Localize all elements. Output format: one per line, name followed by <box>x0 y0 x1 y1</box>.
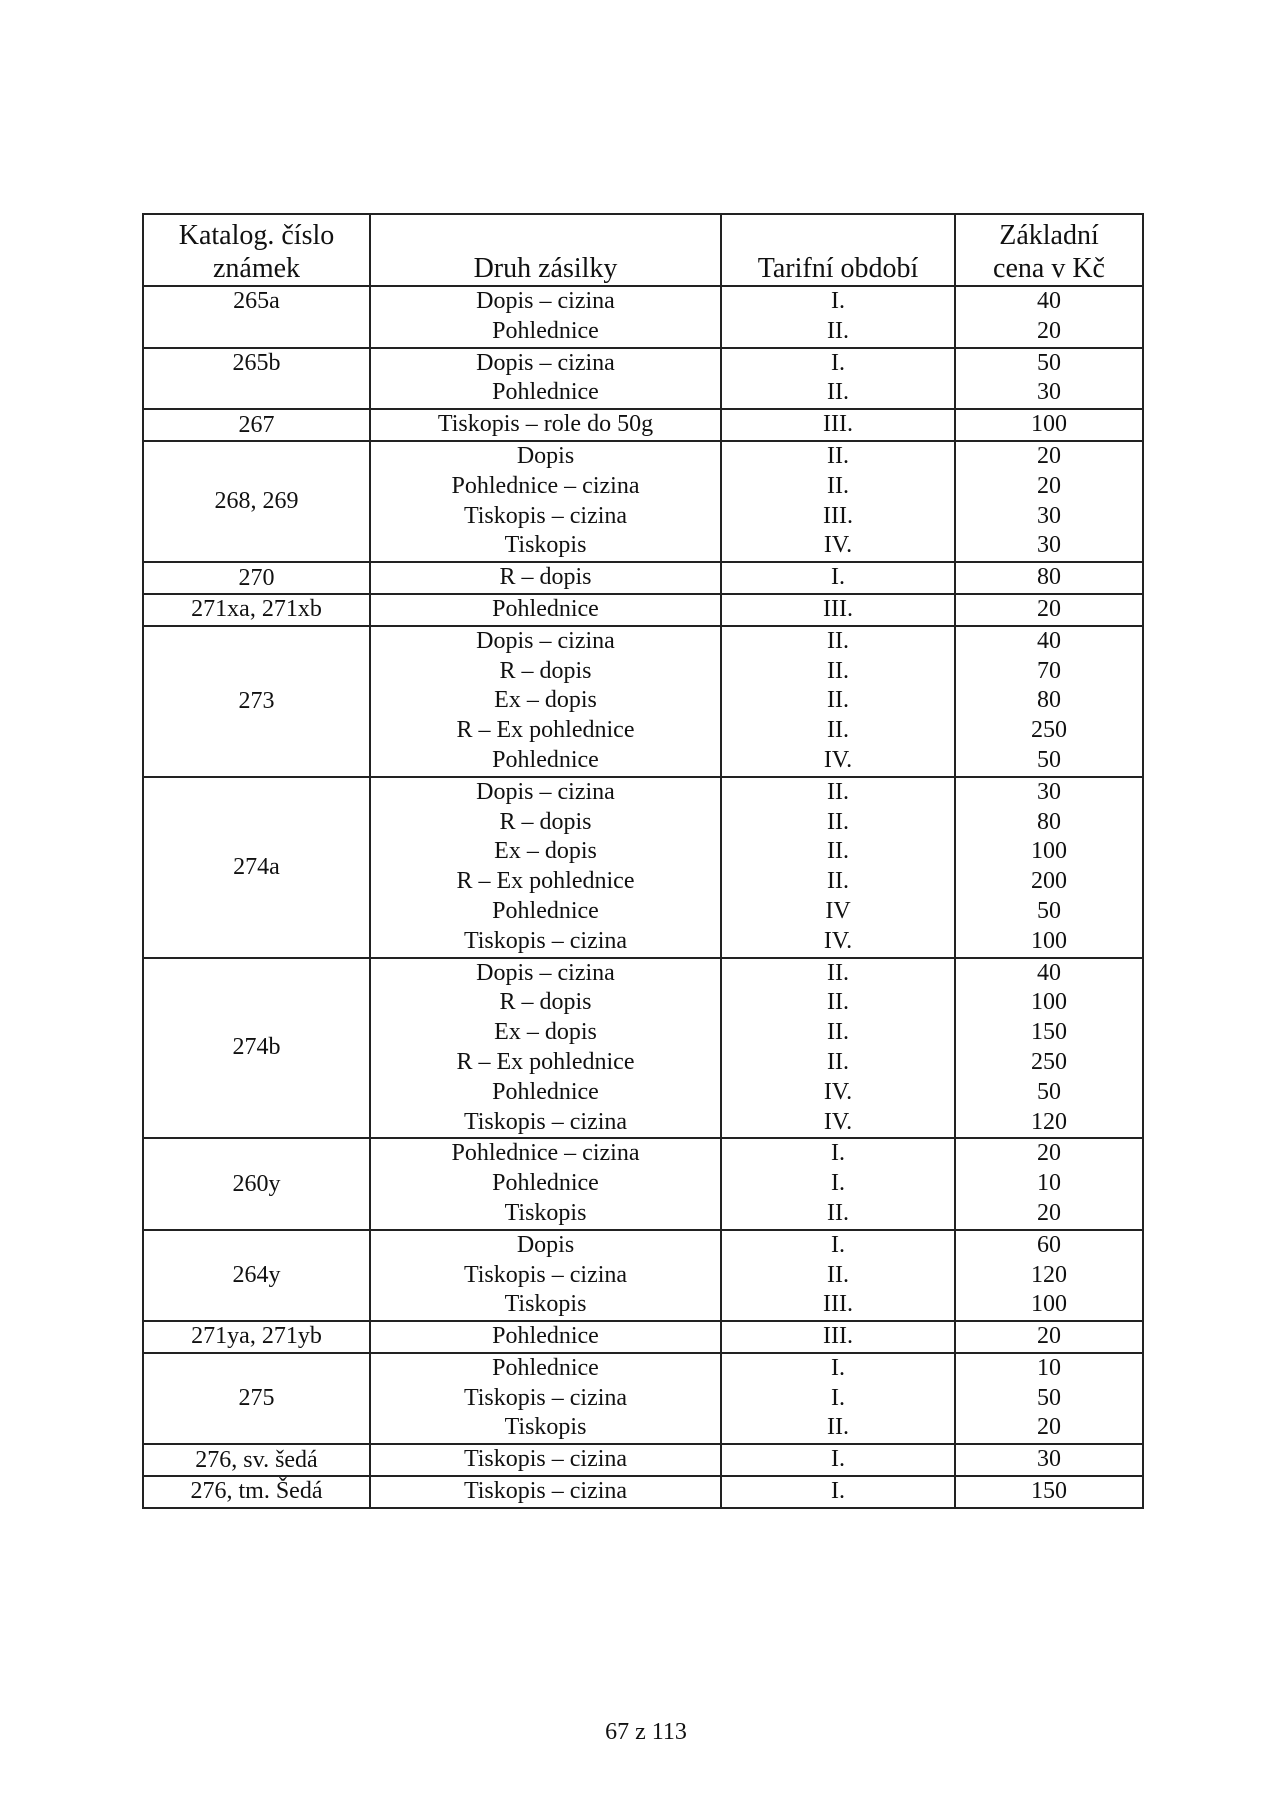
shipment-type-value: Dopis – cizina <box>476 778 615 805</box>
shipment-type-value: Tiskopis <box>504 1414 587 1441</box>
tariff-period-value: II. <box>827 778 849 805</box>
base-price-value: 20 <box>1037 1199 1061 1226</box>
tariff-period-value: III. <box>823 1323 853 1350</box>
tariff-period-value: II. <box>827 717 849 744</box>
shipment-type-value: Pohlednice <box>492 897 599 924</box>
tariff-period-value: II. <box>827 627 849 654</box>
tariff-period-value: II. <box>827 657 849 684</box>
tariff-period-value: I. <box>831 288 845 314</box>
header-shipment-line: Druh zásilky <box>473 253 618 284</box>
catalog-number-cell: 265a <box>143 286 370 348</box>
catalog-number-cell: 273 <box>143 626 370 777</box>
base-price-value: 80 <box>1037 564 1061 591</box>
shipment-type-value: R – Ex pohlednice <box>456 1048 635 1075</box>
base-price-value: 150 <box>1031 1019 1067 1046</box>
shipment-type-cell <box>370 594 721 626</box>
catalog-number-cell: 274a <box>143 777 370 958</box>
base-price-cell <box>955 286 1143 348</box>
base-price-cell <box>955 1353 1143 1444</box>
shipment-type-value: Tiskopis – role do 50g <box>437 411 654 438</box>
tariff-period-value: II. <box>827 1019 849 1046</box>
base-price-value: 20 <box>1037 472 1061 499</box>
shipment-type-value: Pohlednice <box>492 746 599 773</box>
tariff-period-value: II. <box>827 317 849 344</box>
shipment-type-value: Pohlednice – cizina <box>451 1140 640 1167</box>
shipment-type-value: Tiskopis – cizina <box>463 502 628 529</box>
table-row <box>143 1444 1143 1476</box>
base-price-value: 30 <box>1037 502 1061 529</box>
tariff-period-cell <box>721 626 955 777</box>
shipment-type-value: Pohlednice <box>492 595 599 622</box>
shipment-type-value: Pohlednice <box>492 1078 599 1105</box>
base-price-value: 150 <box>1031 1478 1067 1505</box>
catalog-number-cell: 276, sv. šedá <box>143 1444 370 1476</box>
catalog-number-cell: 270 <box>143 562 370 594</box>
base-price-value: 30 <box>1037 1446 1061 1473</box>
shipment-type-value: Tiskopis <box>504 1291 587 1318</box>
base-price-value: 10 <box>1037 1170 1061 1197</box>
base-price-cell <box>955 1138 1143 1229</box>
base-price-cell <box>955 1230 1143 1321</box>
shipment-type-cell <box>370 626 721 777</box>
shipment-type-value: R – dopis <box>499 657 592 684</box>
shipment-type-value: Pohlednice <box>492 1354 599 1381</box>
base-price-value: 100 <box>1031 1291 1067 1318</box>
tariff-period-value: III. <box>823 411 853 438</box>
tariff-period-value: I. <box>831 1231 845 1258</box>
tariff-period-value: I. <box>831 349 845 376</box>
shipment-type-cell <box>370 1444 721 1476</box>
header-catalog-line-1: Katalog. číslo <box>178 220 335 251</box>
base-price-value: 40 <box>1037 959 1061 986</box>
base-price-cell <box>955 441 1143 562</box>
base-price-value: 100 <box>1031 927 1067 954</box>
base-price-value: 20 <box>1037 442 1061 469</box>
table-row <box>143 348 1143 410</box>
table-row <box>143 286 1143 348</box>
tariff-period-cell <box>721 594 955 626</box>
header-shipment-type <box>370 214 721 286</box>
base-price-value: 30 <box>1037 379 1061 406</box>
base-price-cell <box>955 626 1143 777</box>
shipment-type-cell <box>370 1353 721 1444</box>
shipment-type-value: R – dopis <box>499 989 592 1016</box>
shipment-type-cell <box>370 286 721 348</box>
base-price-value: 30 <box>1037 778 1061 805</box>
tariff-period-cell <box>721 562 955 594</box>
shipment-type-value: Tiskopis <box>504 1199 587 1226</box>
base-price-value: 20 <box>1037 595 1061 622</box>
tariff-period-value: I. <box>831 1170 845 1197</box>
tariff-period-cell <box>721 441 955 562</box>
page-number: 67 z 113 <box>605 1719 687 1745</box>
shipment-type-value: Pohlednice <box>492 317 599 344</box>
tariff-period-value: II. <box>827 1048 849 1075</box>
base-price-value: 120 <box>1031 1261 1067 1288</box>
base-price-value: 200 <box>1031 868 1067 895</box>
shipment-type-cell <box>370 1476 721 1508</box>
base-price-cell <box>955 1321 1143 1353</box>
catalog-number-cell: 271ya, 271yb <box>143 1321 370 1353</box>
base-price-value: 250 <box>1031 1048 1067 1075</box>
tariff-period-value: II. <box>827 808 849 835</box>
shipment-type-value: Dopis – cizina <box>476 959 615 986</box>
catalog-number-cell: 265b <box>143 348 370 410</box>
table-row <box>143 1476 1143 1508</box>
shipment-type-value: Tiskopis – cizina <box>463 1108 628 1135</box>
shipment-type-value: Ex – dopis <box>494 838 597 865</box>
shipment-type-value: Dopis – cizina <box>476 288 615 314</box>
shipment-type-cell <box>370 777 721 958</box>
shipment-type-cell <box>370 409 721 441</box>
base-price-value: 50 <box>1037 349 1061 376</box>
tariff-period-value: II. <box>827 1261 849 1288</box>
base-price-value: 250 <box>1031 717 1067 744</box>
table-row <box>143 1230 1143 1321</box>
shipment-type-value: Pohlednice <box>492 1170 599 1197</box>
table-header-row <box>143 214 1143 286</box>
catalog-number-cell: 264y <box>143 1230 370 1321</box>
base-price-value: 100 <box>1031 989 1067 1016</box>
table-row <box>143 1353 1143 1444</box>
tariff-table <box>142 213 1144 1509</box>
base-price-cell <box>955 348 1143 410</box>
catalog-number-cell: 260y <box>143 1138 370 1229</box>
tariff-period-value: IV. <box>823 927 853 954</box>
tariff-period-cell <box>721 1321 955 1353</box>
tariff-period-value: II. <box>827 379 849 406</box>
shipment-type-value: R – Ex pohlednice <box>456 868 635 895</box>
tariff-period-cell <box>721 1476 955 1508</box>
tariff-period-value: II. <box>827 1414 849 1441</box>
base-price-cell <box>955 1444 1143 1476</box>
base-price-value: 30 <box>1037 532 1061 559</box>
tariff-period-value: IV <box>825 897 851 924</box>
shipment-type-cell <box>370 562 721 594</box>
base-price-value: 70 <box>1037 657 1061 684</box>
header-base-price <box>955 214 1143 286</box>
tariff-period-value: IV. <box>823 1078 853 1105</box>
base-price-value: 20 <box>1037 1140 1061 1167</box>
tariff-period-value: III. <box>823 502 853 529</box>
tariff-period-cell <box>721 958 955 1139</box>
shipment-type-value: Pohlednice <box>492 379 599 406</box>
shipment-type-value: Pohlednice <box>492 1323 599 1350</box>
tariff-period-value: II. <box>827 1199 849 1226</box>
shipment-type-value: Dopis <box>516 1231 575 1258</box>
tariff-period-value: III. <box>823 1291 853 1318</box>
tariff-period-value: II. <box>827 838 849 865</box>
table-row <box>143 441 1143 562</box>
table-row <box>143 562 1143 594</box>
tariff-period-cell <box>721 1444 955 1476</box>
shipment-type-value: Ex – dopis <box>494 687 597 714</box>
base-price-value: 80 <box>1037 808 1061 835</box>
tariff-period-cell <box>721 409 955 441</box>
base-price-value: 120 <box>1031 1108 1067 1135</box>
table-body <box>143 286 1143 1508</box>
shipment-type-value: Tiskopis – cizina <box>463 1446 628 1473</box>
shipment-type-cell <box>370 1321 721 1353</box>
table-row <box>143 594 1143 626</box>
shipment-type-value: Tiskopis – cizina <box>463 927 628 954</box>
base-price-value: 80 <box>1037 687 1061 714</box>
base-price-value: 40 <box>1037 627 1061 654</box>
base-price-cell <box>955 1476 1143 1508</box>
header-price-line-1: Základní <box>999 220 1099 251</box>
base-price-value: 50 <box>1037 746 1061 773</box>
tariff-period-value: IV. <box>823 532 853 559</box>
shipment-type-cell <box>370 1230 721 1321</box>
catalog-number-cell: 275 <box>143 1353 370 1444</box>
base-price-cell <box>955 409 1143 441</box>
base-price-value: 100 <box>1031 411 1067 438</box>
base-price-value: 60 <box>1037 1231 1061 1258</box>
base-price-value: 10 <box>1037 1354 1061 1381</box>
tariff-period-cell <box>721 1353 955 1444</box>
tariff-period-value: I. <box>831 1384 845 1411</box>
shipment-type-value: R – dopis <box>499 808 592 835</box>
table-row <box>143 1321 1143 1353</box>
tariff-period-value: I. <box>831 1446 845 1473</box>
header-catalog-number <box>143 214 370 286</box>
tariff-period-value: I. <box>831 1478 845 1505</box>
shipment-type-value: Dopis <box>516 442 575 469</box>
base-price-cell <box>955 594 1143 626</box>
shipment-type-value: Tiskopis – cizina <box>463 1261 628 1288</box>
catalog-number-cell: 274b <box>143 958 370 1139</box>
tariff-period-value: II. <box>827 989 849 1016</box>
tariff-period-cell <box>721 348 955 410</box>
header-tariff-line: Tarifní období <box>757 253 919 284</box>
tariff-period-cell <box>721 1230 955 1321</box>
shipment-type-value: R – Ex pohlednice <box>456 717 635 744</box>
tariff-period-cell <box>721 777 955 958</box>
shipment-type-value: Tiskopis <box>504 532 587 559</box>
table-row <box>143 626 1143 777</box>
base-price-value: 40 <box>1037 288 1061 314</box>
header-catalog-line-2: známek <box>212 253 301 284</box>
shipment-type-value: Ex – dopis <box>494 1019 597 1046</box>
shipment-type-value: Tiskopis – cizina <box>463 1478 628 1505</box>
header-tariff-period <box>721 214 955 286</box>
shipment-type-value: Dopis – cizina <box>476 349 615 376</box>
base-price-value: 50 <box>1037 897 1061 924</box>
tariff-period-cell <box>721 1138 955 1229</box>
tariff-period-value: I. <box>831 564 845 591</box>
tariff-period-value: IV. <box>823 1108 853 1135</box>
tariff-period-value: II. <box>827 472 849 499</box>
tariff-period-value: I. <box>831 1354 845 1381</box>
shipment-type-value: Dopis – cizina <box>476 627 615 654</box>
table-row <box>143 958 1143 1139</box>
base-price-value: 100 <box>1031 838 1067 865</box>
tariff-period-cell <box>721 286 955 348</box>
shipment-type-cell <box>370 958 721 1139</box>
tariff-period-value: III. <box>823 595 853 622</box>
tariff-period-value: II. <box>827 442 849 469</box>
base-price-cell <box>955 958 1143 1139</box>
base-price-value: 50 <box>1037 1384 1061 1411</box>
base-price-value: 50 <box>1037 1078 1061 1105</box>
shipment-type-value: Pohlednice – cizina <box>451 472 640 499</box>
shipment-type-cell <box>370 348 721 410</box>
shipment-type-cell <box>370 441 721 562</box>
table-row <box>143 409 1143 441</box>
base-price-value: 20 <box>1037 1323 1061 1350</box>
tariff-period-value: IV. <box>823 746 853 773</box>
catalog-number-cell: 276, tm. Šedá <box>143 1476 370 1508</box>
shipment-type-cell <box>370 1138 721 1229</box>
shipment-type-value: Tiskopis – cizina <box>463 1384 628 1411</box>
base-price-cell <box>955 777 1143 958</box>
catalog-number-cell: 267 <box>143 409 370 441</box>
table-row <box>143 777 1143 958</box>
base-price-value: 20 <box>1037 317 1061 344</box>
tariff-period-value: II. <box>827 868 849 895</box>
table-row <box>143 1138 1143 1229</box>
tariff-period-value: I. <box>831 1140 845 1167</box>
base-price-value: 20 <box>1037 1414 1061 1441</box>
tariff-period-value: II. <box>827 959 849 986</box>
catalog-number-cell: 271xa, 271xb <box>143 594 370 626</box>
tariff-period-value: II. <box>827 687 849 714</box>
base-price-cell <box>955 562 1143 594</box>
header-price-line-2: cena v Kč <box>993 253 1105 284</box>
catalog-number-cell: 268, 269 <box>143 441 370 562</box>
shipment-type-value: R – dopis <box>499 564 592 591</box>
